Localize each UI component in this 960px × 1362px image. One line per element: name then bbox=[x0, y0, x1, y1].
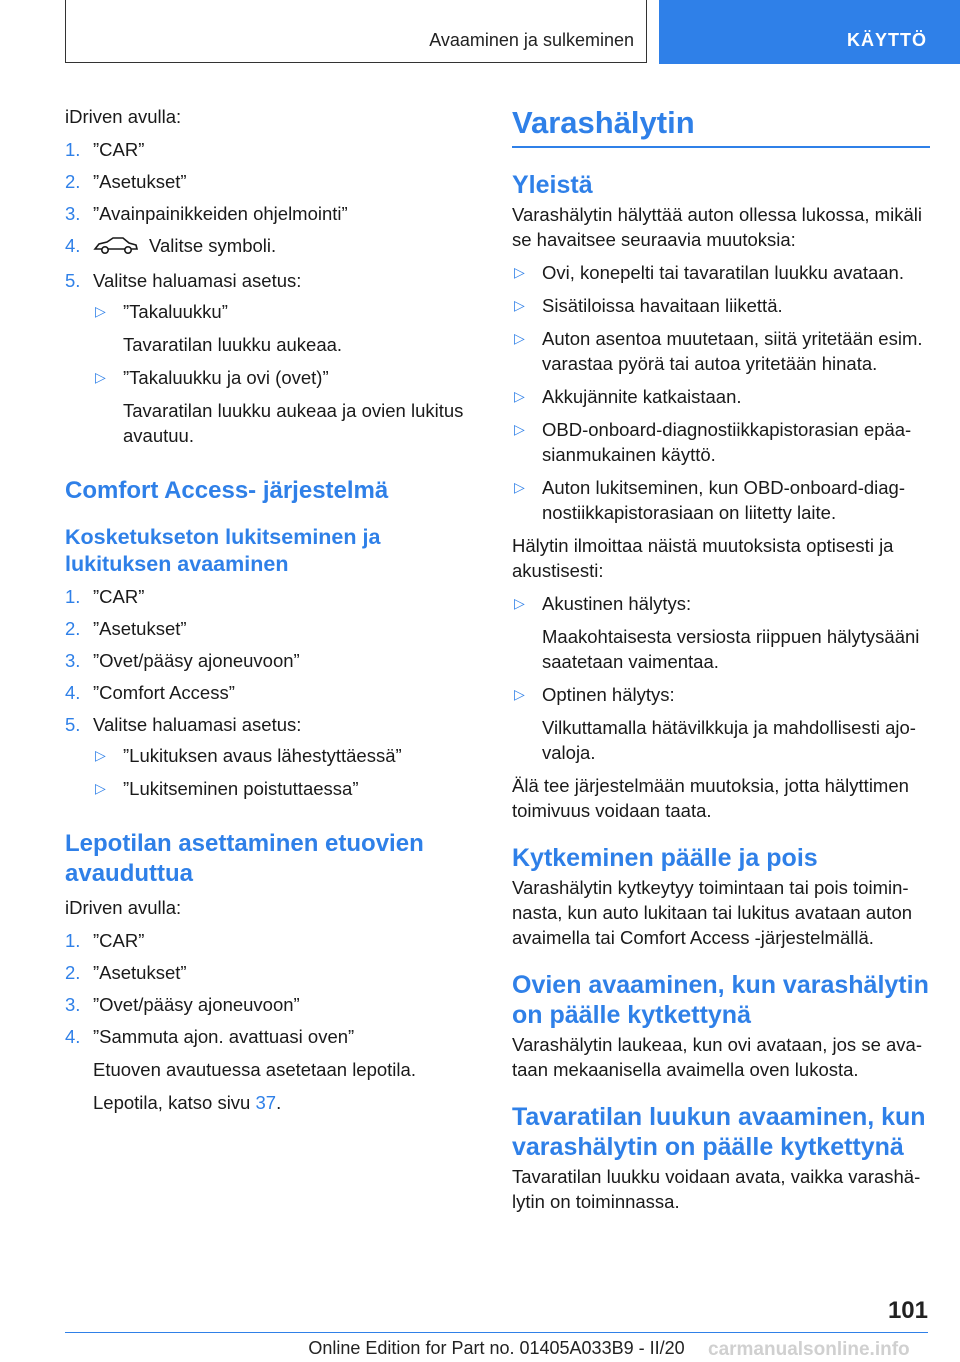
general-text: Varashälytin hälyttää auton ollessa lukossa, mikäli se havaitsee seuraavia muutoksia: bbox=[512, 204, 922, 250]
doors-text: Varashälytin laukeaa, kun ovi avataan, jos se avataan mekaanisella avaimella oven lukosta. bbox=[512, 1034, 922, 1080]
option-list-b bbox=[93, 743, 475, 801]
triangle-bullet-icon: ▷ bbox=[514, 421, 525, 437]
heading-doors: Ovien avaaminen, kun varashälytin on päälle kytkettynä bbox=[512, 971, 929, 1029]
list-item: ▷ Optinen hälytys: Vilkuttamalla hätävilkkuja ja mahdollisesti ajovaloja. bbox=[514, 684, 916, 763]
list-item: ▷ Auton lukitseminen, kun OBD-onboard-diagnostiikkapistorasiaan on liitetty laite. bbox=[514, 477, 906, 523]
list-item: 3. ”Ovet/pääsy ajoneuvoon” bbox=[65, 994, 300, 1015]
heading-general: Yleistä bbox=[512, 171, 593, 199]
heading-keyless: Kosketukseton lukitseminen ja lukituksen avaaminen bbox=[65, 525, 381, 576]
triangle-bullet-icon: ▷ bbox=[514, 479, 525, 495]
list-item: ▷ Akustinen hälytys: Maakohtaisesta versiosta riippuen hälytysääni saatetaan vaimentaa. bbox=[514, 593, 920, 672]
list-item: ▷ ”Lukituksen avaus lähestyttäessä” bbox=[95, 745, 402, 766]
alert-list bbox=[512, 591, 930, 765]
list-item: ▷ Akkujännite katkaistaan. bbox=[514, 386, 742, 407]
watermark-logo bbox=[700, 1333, 960, 1362]
on-off-text: Varashälytin kytkeytyy toimintaan tai pois toiminnasta, kun auto lukitaan tai lukitus avataan auton avaimella tai Comfort Access -järjestelmällä. bbox=[512, 877, 913, 948]
list-item: ▷ Sisätiloissa havaitaan liikettä. bbox=[514, 295, 783, 316]
right-column bbox=[512, 104, 930, 1222]
watermark-text: carmanualsonline.info bbox=[708, 1339, 910, 1360]
list-item: 3. ”Ovet/pääsy ajoneuvoon” bbox=[65, 650, 300, 671]
triangle-bullet-icon: ▷ bbox=[514, 388, 525, 404]
page-link[interactable]: 37 bbox=[255, 1092, 277, 1113]
triangle-bullet-icon: ▷ bbox=[95, 303, 106, 319]
list-item: 5. Valitse haluamasi asetus: ▷ ”Takaluukku” Tavaratilan luukku aukeaa. ▷ ”Takaluukku ja ovi (ovet)” Tavaratilan luukku aukeaa ja ovien lukitus avautuu. bbox=[65, 268, 475, 448]
list-item: 2. ”Asetukset” bbox=[65, 618, 187, 639]
triangle-bullet-icon: ▷ bbox=[514, 330, 525, 346]
triangle-bullet-icon: ▷ bbox=[95, 747, 106, 763]
intro-text: iDriven avulla: bbox=[65, 106, 182, 127]
page-header bbox=[0, 0, 960, 66]
steps-list-a bbox=[65, 137, 475, 448]
intro-text-2: iDriven avulla: bbox=[65, 897, 182, 918]
option-list-a bbox=[93, 299, 475, 448]
list-item: 4. ”Comfort Access” bbox=[65, 682, 235, 703]
list-item: ▷ ”Lukitseminen poistuttaessa” bbox=[95, 778, 359, 799]
list-item: ▷ Ovi, konepelti tai tavaratilan luukku avataan. bbox=[514, 262, 904, 283]
car-symbol-icon bbox=[93, 235, 139, 261]
steps-list-b bbox=[65, 584, 475, 801]
section-label: KÄYTTÖ bbox=[847, 30, 927, 50]
chapter-title: Avaaminen ja sulkeminen bbox=[429, 30, 634, 50]
section-tab bbox=[659, 0, 960, 64]
heading-alarm: Varashälytin bbox=[512, 104, 930, 148]
triangle-bullet-icon: ▷ bbox=[95, 780, 106, 796]
trigger-list bbox=[512, 260, 930, 525]
triangle-bullet-icon: ▷ bbox=[514, 595, 525, 611]
list-item: 1. ”CAR” bbox=[65, 930, 145, 951]
left-column bbox=[65, 104, 475, 1122]
trunk-text: Tavaratilan luukku voidaan avata, vaikka varashälytin on toiminnassa. bbox=[512, 1166, 921, 1212]
triangle-bullet-icon: ▷ bbox=[514, 686, 525, 702]
chapter-tab bbox=[65, 0, 647, 63]
list-item: 1. ”CAR” bbox=[65, 586, 145, 607]
triangle-bullet-icon: ▷ bbox=[514, 264, 525, 280]
heading-trunk: Tavaratilan luukun avaaminen, kun varashälytin on päälle kytkettynä bbox=[512, 1103, 926, 1161]
heading-rest-mode: Lepotilan asettaminen etuovien avauduttua bbox=[65, 830, 424, 887]
list-item: 2. ”Asetukset” bbox=[65, 171, 187, 192]
steps-list-c bbox=[65, 928, 475, 1115]
list-item: 2. ”Asetukset” bbox=[65, 962, 187, 983]
list-item: ▷ Auton asentoa muutetaan, siitä yritetään esim. varastaa pyörä tai autoa yritetään hinata. bbox=[514, 328, 923, 374]
list-item: ▷ ”Takaluukku ja ovi (ovet)” Tavaratilan luukku aukeaa ja ovien lukitus avautuu. bbox=[95, 367, 464, 446]
list-item: ▷ ”Takaluukku” Tavaratilan luukku aukeaa. bbox=[95, 301, 343, 355]
page-reference: Lepotila, katso sivu 37. bbox=[93, 1092, 282, 1113]
list-item: 3. ”Avainpainikkeiden ohjelmointi” bbox=[65, 203, 348, 224]
notify-text: Hälytin ilmoittaa näistä muutoksista optisesti ja akustisesti: bbox=[512, 535, 894, 581]
warning-text: Älä tee järjestelmään muutoksia, jotta hälyttimen toimivuus voidaan taata. bbox=[512, 775, 909, 821]
triangle-bullet-icon: ▷ bbox=[514, 297, 525, 313]
list-item: 1. ”CAR” bbox=[65, 139, 145, 160]
heading-on-off: Kytkeminen päälle ja pois bbox=[512, 844, 818, 872]
edition-text: Online Edition for Part no. 01405A033B9 - II/20 bbox=[308, 1338, 685, 1358]
list-item: ▷ OBD-onboard-diagnostiikkapistorasian epäasianmukainen käyttö. bbox=[514, 419, 912, 465]
list-item: 5. Valitse haluamasi asetus: ▷ ”Lukituksen avaus lähestyttäessä” ▷ ”Lukitseminen poistuttaessa” bbox=[65, 712, 475, 801]
list-item: 4. ”Sammuta ajon. avattuasi oven” Etuoven avautuessa asetetaan lepotila. Lepotila, katso sivu 37. bbox=[65, 1024, 475, 1115]
list-item: 4. Valitse symboli. bbox=[65, 233, 475, 261]
page-number: 101 bbox=[887, 1297, 928, 1324]
triangle-bullet-icon: ▷ bbox=[95, 369, 106, 385]
heading-comfort-access: Comfort Access- järjestelmä bbox=[65, 477, 389, 504]
